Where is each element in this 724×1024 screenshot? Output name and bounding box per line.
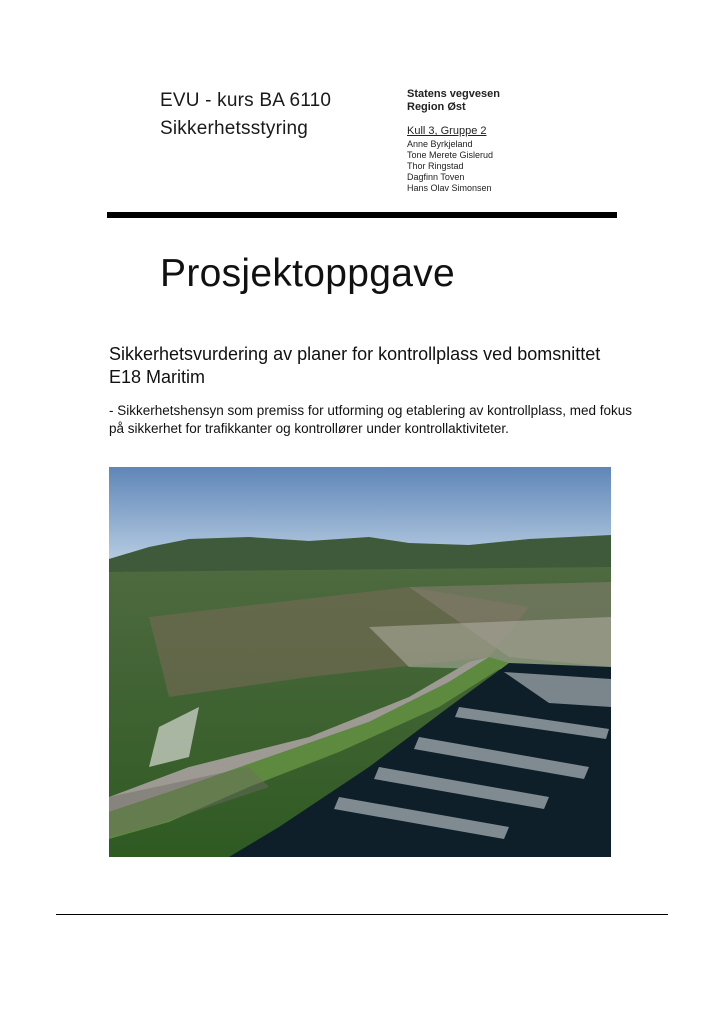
- member-name: Hans Olav Simonsen: [407, 183, 492, 193]
- member-name: Thor Ringstad: [407, 161, 464, 171]
- member-name: Tone Merete Gislerud: [407, 150, 494, 160]
- course-code: EVU - kurs BA 6110: [160, 90, 332, 111]
- member-name: Anne Byrkjeland: [407, 139, 473, 149]
- member-list: [407, 139, 493, 194]
- member-name: Dagfinn Toven: [407, 172, 465, 182]
- org-name: Statens vegvesen: [407, 88, 500, 100]
- page-title: Prosjektoppgave: [160, 252, 456, 295]
- subtitle: Sikkerhetsvurdering av planer for kontrollplass ved bomsnittet E18 Maritim: [109, 344, 601, 387]
- group-label: Kull 3, Gruppe 2: [407, 125, 487, 137]
- header-divider: [107, 212, 617, 218]
- footer-divider: [56, 914, 668, 915]
- course-name: Sikkerhetsstyring: [160, 118, 309, 139]
- description: - Sikkerhetshensyn som premiss for utforming og etablering av kontrollplass, med fokus på sikkerhet for trafikkanter og kontrollører under kontrollaktiviteter.: [109, 403, 632, 436]
- org-region: Region Øst: [407, 101, 466, 113]
- aerial-photo: [109, 467, 611, 857]
